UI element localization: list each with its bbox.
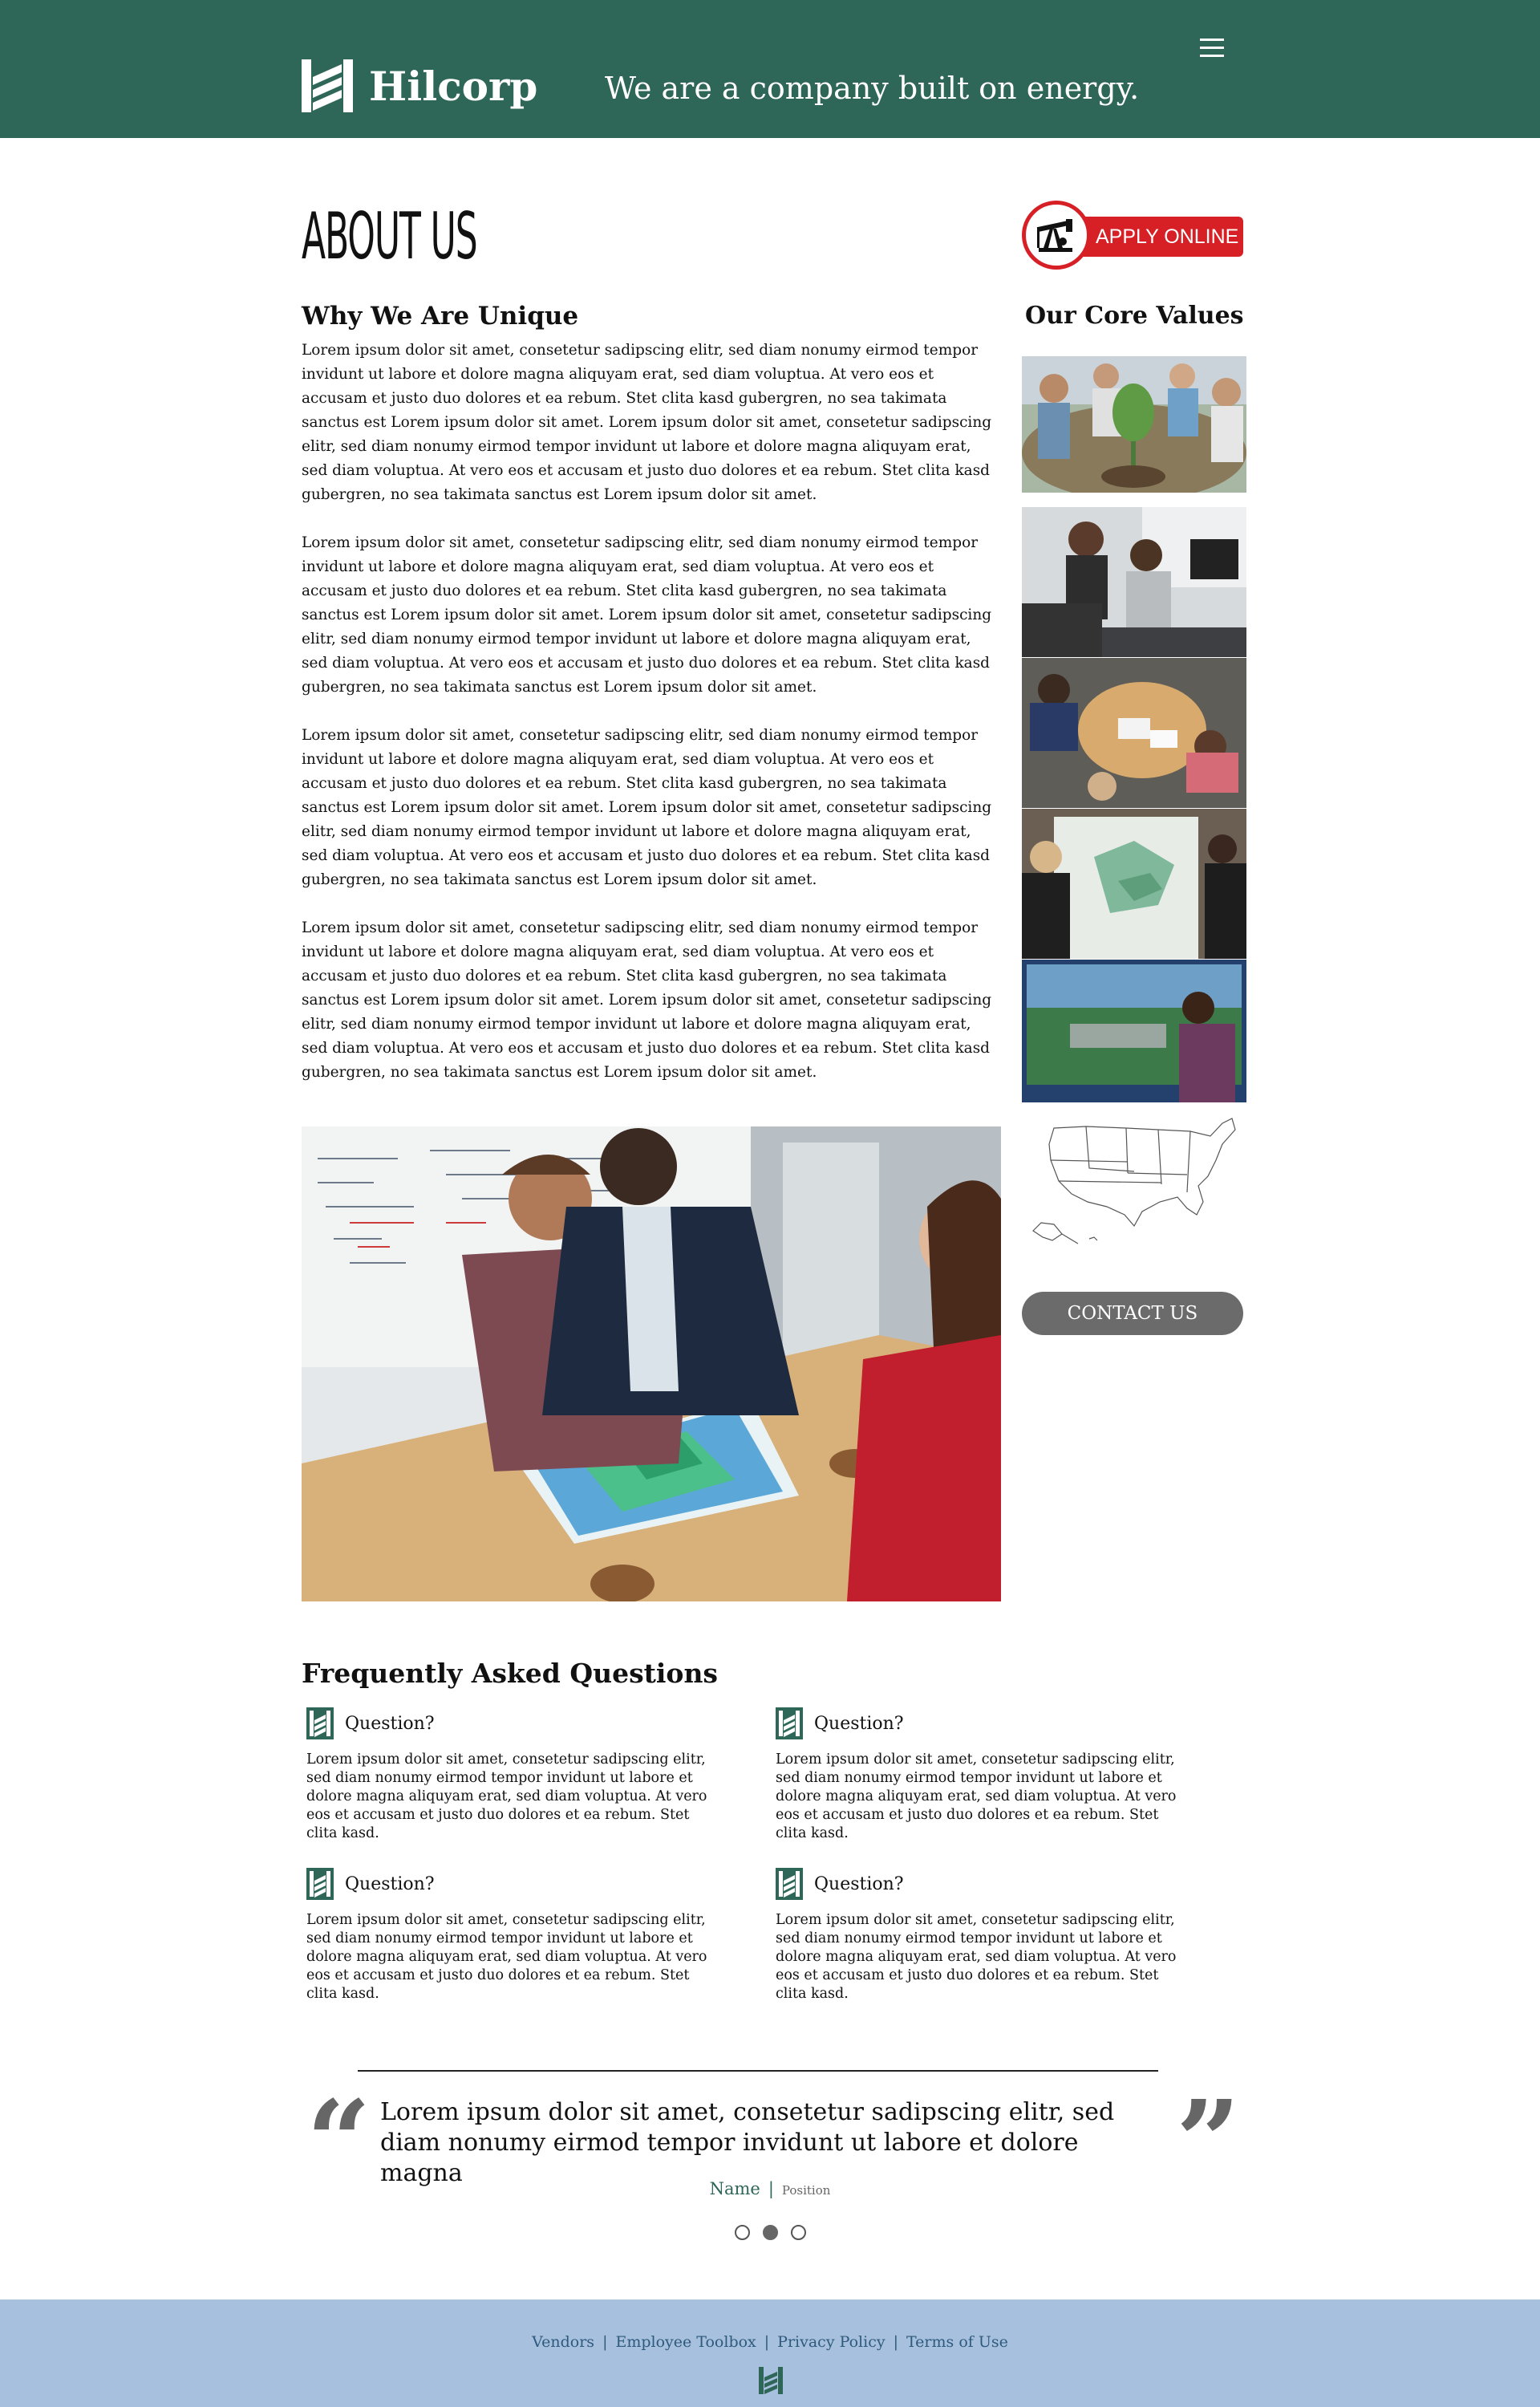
brand-name: Hilcorp (369, 62, 538, 110)
hilcorp-logo-mark-icon (302, 59, 353, 112)
why-unique-heading: Why We Are Unique (302, 302, 579, 331)
core-value-photo-map[interactable] (1022, 809, 1246, 960)
about-paragraph: Lorem ipsum dolor sit amet, consetetur sadipscing elitr, sed diam nonumy eirmod tempor invidunt ut labore et dolore magna aliquyam erat, sed diam voluptua. At vero eos et accusam et justo duo dolores et ea rebum. Stet clita kasd gubergren, no sea takimata sanctus est Lorem ipsum dolor sit amet. Lorem ipsum dolor sit amet, consetetur sadipscing elitr, sed diam nonumy eirmod tempor invidunt ut labore et dolore magna aliquyam erat, sed diam voluptua. At vero eos et accusam et justo duo dolores et ea rebum. Stet clita kasd gubergren, no sea takimata sanctus est Lorem ipsum dolor sit amet. (302, 534, 992, 696)
faq-item[interactable] (306, 1868, 723, 2003)
pumpjack-icon (1022, 201, 1091, 270)
core-values-gallery (1022, 356, 1246, 1110)
contact-us-button[interactable]: CONTACT US (1022, 1292, 1243, 1335)
footer-separator: | (764, 2333, 770, 2351)
about-paragraph: Lorem ipsum dolor sit amet, consetetur sadipscing elitr, sed diam nonumy eirmod tempor invidunt ut labore et dolore magna aliquyam erat, sed diam voluptua. At vero eos et accusam et justo duo dolores et ea rebum. Stet clita kasd gubergren, no sea takimata sanctus est Lorem ipsum dolor sit amet. Lorem ipsum dolor sit amet, consetetur sadipscing elitr, sed diam nonumy eirmod tempor invidunt ut labore et dolore magna aliquyam erat, sed diam voluptua. At vero eos et accusam et justo duo dolores et ea rebum. Stet clita kasd gubergren, no sea takimata sanctus est Lorem ipsum dolor sit amet. (302, 919, 992, 1081)
faq-item[interactable] (776, 1707, 1193, 1843)
footer-links (0, 2333, 1540, 2351)
faq-answer: Lorem ipsum dolor sit amet, consetetur sadipscing elitr, sed diam nonumy eirmod tempor invidunt ut labore et dolore magna aliquyam erat, sed diam voluptua. At vero eos et accusam et justo duo dolores et ea rebum. Stet clita kasd. (776, 1912, 1177, 2002)
faq-title: Frequently Asked Questions (302, 1658, 719, 1689)
footer-link-terms-of-use[interactable]: Terms of Use (906, 2333, 1008, 2351)
faq-answer: Lorem ipsum dolor sit amet, consetetur sadipscing elitr, sed diam nonumy eirmod tempor invidunt ut labore et dolore magna aliquyam erat, sed diam voluptua. At vero eos et accusam et justo duo dolores et ea rebum. Stet clita kasd. (776, 1751, 1177, 1841)
core-values-heading: Our Core Values (1025, 302, 1244, 330)
testimonial-position: Position (781, 2183, 831, 2198)
testimonial-pagination (735, 2225, 806, 2240)
page-title: ABOUT US (302, 199, 477, 274)
faq-answer: Lorem ipsum dolor sit amet, consetetur sadipscing elitr, sed diam nonumy eirmod tempor invidunt ut labore et dolore magna aliquyam erat, sed diam voluptua. At vero eos et accusam et justo duo dolores et ea rebum. Stet clita kasd. (306, 1912, 707, 2002)
testimonial-divider (358, 2070, 1158, 2072)
about-paragraph: Lorem ipsum dolor sit amet, consetetur sadipscing elitr, sed diam nonumy eirmod tempor invidunt ut labore et dolore magna aliquyam erat, sed diam voluptua. At vero eos et accusam et justo duo dolores et ea rebum. Stet clita kasd gubergren, no sea takimata sanctus est Lorem ipsum dolor sit amet. Lorem ipsum dolor sit amet, consetetur sadipscing elitr, sed diam nonumy eirmod tempor invidunt ut labore et dolore magna aliquyam erat, sed diam voluptua. At vero eos et accusam et justo duo dolores et ea rebum. Stet clita kasd gubergren, no sea takimata sanctus est Lorem ipsum dolor sit amet. (302, 342, 992, 503)
carousel-dot[interactable] (791, 2225, 806, 2240)
open-quote-icon: “ (306, 2076, 371, 2208)
faq-question: Question? (814, 1713, 904, 1734)
apply-online-label: APPLY ONLINE (1096, 225, 1239, 248)
team-photo (302, 1126, 1001, 1601)
attribution-separator: | (768, 2179, 774, 2198)
apply-online-button[interactable] (1022, 201, 1243, 271)
core-value-photo-desk[interactable] (1022, 507, 1246, 658)
testimonial-name: Name (709, 2179, 760, 2198)
testimonial-attribution (0, 2179, 1540, 2198)
footer-link-vendors[interactable]: Vendors (532, 2333, 595, 2351)
hilcorp-mark-icon (306, 1707, 334, 1739)
core-value-photo-screen[interactable] (1022, 960, 1246, 1110)
hilcorp-mark-icon (776, 1868, 803, 1900)
footer-link-employee-toolbox[interactable]: Employee Toolbox (615, 2333, 756, 2351)
footer-separator: | (893, 2333, 898, 2351)
faq-item[interactable] (306, 1707, 723, 1843)
us-operations-map[interactable] (1030, 1112, 1243, 1250)
footer-separator: | (602, 2333, 608, 2351)
hilcorp-mark-icon (776, 1707, 803, 1739)
faq-question: Question? (814, 1873, 904, 1894)
faq-answer: Lorem ipsum dolor sit amet, consetetur sadipscing elitr, sed diam nonumy eirmod tempor invidunt ut labore et dolore magna aliquyam erat, sed diam voluptua. At vero eos et accusam et justo duo dolores et ea rebum. Stet clita kasd. (306, 1751, 707, 1841)
faq-question: Question? (345, 1873, 435, 1894)
faq-question: Question? (345, 1713, 435, 1734)
site-footer (0, 2299, 1540, 2407)
core-value-photo-meeting[interactable] (1022, 658, 1246, 809)
footer-link-privacy-policy[interactable]: Privacy Policy (777, 2333, 886, 2351)
hilcorp-mark-icon (306, 1868, 334, 1900)
hilcorp-logo[interactable] (302, 59, 537, 112)
carousel-dot[interactable] (763, 2225, 778, 2240)
faq-item[interactable] (776, 1868, 1193, 2003)
close-quote-icon: ” (1176, 2076, 1241, 2208)
hilcorp-footer-logo-icon[interactable] (757, 2365, 784, 2396)
testimonial-quote: Lorem ipsum dolor sit amet, consetetur sadipscing elitr, sed diam nonumy eirmod tempor invidunt ut labore et dolore magna (380, 2098, 1115, 2187)
hamburger-menu-icon[interactable] (1200, 39, 1224, 58)
site-header (0, 0, 1540, 138)
header-tagline: We are a company built on energy. (605, 71, 1140, 106)
about-paragraph: Lorem ipsum dolor sit amet, consetetur sadipscing elitr, sed diam nonumy eirmod tempor invidunt ut labore et dolore magna aliquyam erat, sed diam voluptua. At vero eos et accusam et justo duo dolores et ea rebum. Stet clita kasd gubergren, no sea takimata sanctus est Lorem ipsum dolor sit amet. Lorem ipsum dolor sit amet, consetetur sadipscing elitr, sed diam nonumy eirmod tempor invidunt ut labore et dolore magna aliquyam erat, sed diam voluptua. At vero eos et accusam et justo duo dolores et ea rebum. Stet clita kasd gubergren, no sea takimata sanctus est Lorem ipsum dolor sit amet. (302, 727, 992, 888)
carousel-dot[interactable] (735, 2225, 750, 2240)
core-value-photo-planting[interactable] (1022, 356, 1246, 507)
